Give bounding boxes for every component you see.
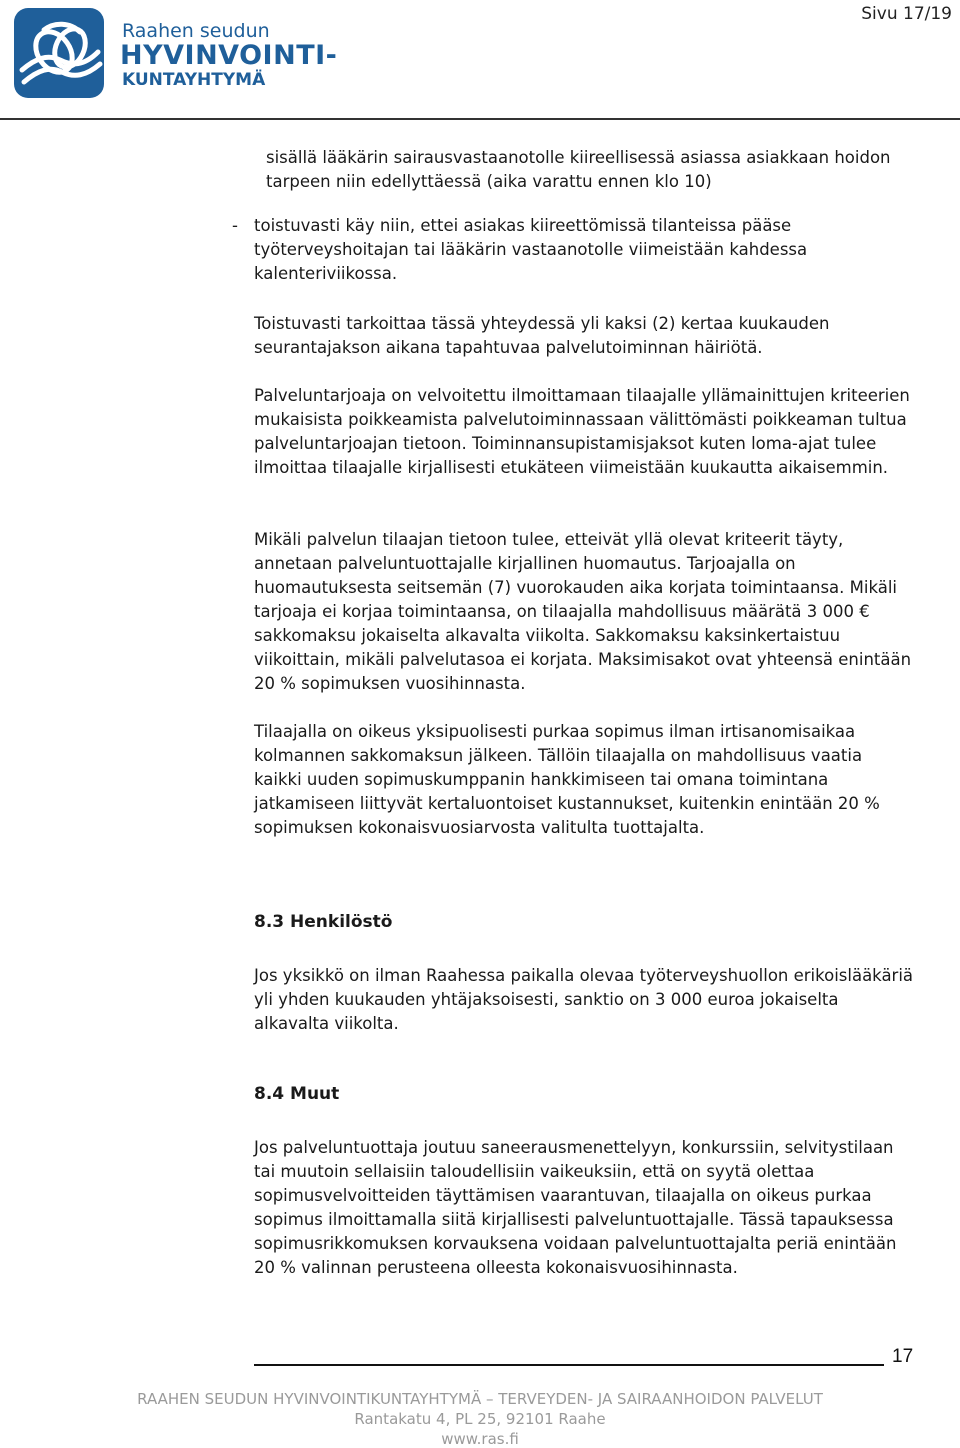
org-name-line2: HYVINVOINTI- [120,40,338,71]
footer-divider [254,1364,884,1366]
paragraph-termination: Tilaajalla on oikeus yksipuolisesti purkaa sopimus ilman irtisanomisaikaa kolmannen sakkomaksun jälkeen. Tällöin tilaajalla on mahdollisuus vaatia kaikki uuden sopimuskumppanin hankkimiseen tai omana toimintana jatkamiseen liittyvät kertaluontoiset kustannukset, kuitenkin enintään 20 % sopimuksen kokonaisvuosiarvosta valitulta tuottajalta. [254,722,880,837]
footer-org: RAAHEN SEUDUN HYVINVOINTIKUNTAYHTYMÄ – TERVEYDEN- JA SAIRAANHOIDON PALVELUT [137,1390,823,1408]
org-name-line3: KUNTAYHTYMÄ [122,70,266,90]
footer-website: www.ras.fi [441,1430,519,1448]
footer-page-number: 17 [892,1346,914,1367]
section-heading-8-3: 8.3 Henkilöstö [254,912,393,932]
continuation-text: sisällä lääkärin sairausvastaanotolle kiireellisessä asiassa asiakkaan hoidon tarpeen niin edellyttäessä (aika varattu ennen klo 10) [266,148,891,191]
paragraph-frequency: Toistuvasti tarkoittaa tässä yhteydessä yli kaksi (2) kertaa kuukauden seurantajakson aikana tapahtuvaa palvelutoiminnan häiriötä. [254,314,830,357]
knot-logo-icon [14,8,104,98]
paragraph-notification: Palveluntarjoaja on velvoitettu ilmoittamaan tilaajalle yllämainittujen kriteerien mukaisista poikkeamista palvelutoiminnassaan välittömästi poikkeaman tultua palveluntarjoajan tietoon. Toiminnansupistamisjaksot kuten loma-ajat tulee ilmoittaa tilaajalle kirjallisesti etukäteen viimeistään kuukautta aikaisemmin. [254,386,910,477]
bullet-item: toistuvasti käy niin, ettei asiakas kiireettömissä tilanteissa pääse työterveyshoitajan tai lääkärin vastaanotolle viimeistään kahdessa kalenteriviikossa. [254,216,808,283]
paragraph-staff: Jos yksikkö on ilman Raahessa paikalla olevaa työterveyshuollon erikoislääkäriä yli yhden kuukauden yhtäjaksoisesti, sanktio on 3 000 euroa jokaiselta alkavalta viikolta. [254,966,914,1033]
organization-logo [14,8,104,98]
section-heading-8-4: 8.4 Muut [254,1084,340,1104]
footer-address: Rantakatu 4, PL 25, 92101 Raahe [354,1410,606,1428]
bullet-dash: - [232,216,238,235]
paragraph-other: Jos palveluntuottaja joutuu saneerausmenettelyyn, konkurssiin, selvitystilaan tai muutoin sellaisiin taloudellisiin vaikeuksiin, että on syytä olettaa sopimusvelvoitteiden täyttämisen vaarantuvan, tilaajalla on oikeus purkaa sopimus ilmoittamalla siitä kirjallisesti palveluntuottajalle. Tässä tapauksessa sopimusrikkomuksen korvauksena voidaan palveluntuottajalta periä enintään 20 % valinnan perusteena olleesta kokonaisvuosihinnasta. [254,1138,897,1277]
org-name-line1: Raahen seudun [122,20,270,42]
header-divider [0,118,960,120]
paragraph-penalty: Mikäli palvelun tilaajan tietoon tulee, etteivät yllä olevat kriteerit täyty, annetaan palveluntuottajalle kirjallinen huomautus. Tarjoajalla on huomautuksesta seitsemän (7) vuorokauden aika korjata toimintaansa. Mikäli tarjoaja ei korjaa toimintaansa, on tilaajalla mahdollisuus määrätä 3 000 € sakkomaksu jokaiselta alkavalta viikolta. Sakkomaksu kaksinkertaistuu viikoittain, mikäli palvelutasoa ei korjata. Maksimisakot ovat yhteensä enintään 20 % sopimuksen vuosihinnasta. [254,530,912,693]
page-indicator: Sivu 17/19 [861,4,952,24]
